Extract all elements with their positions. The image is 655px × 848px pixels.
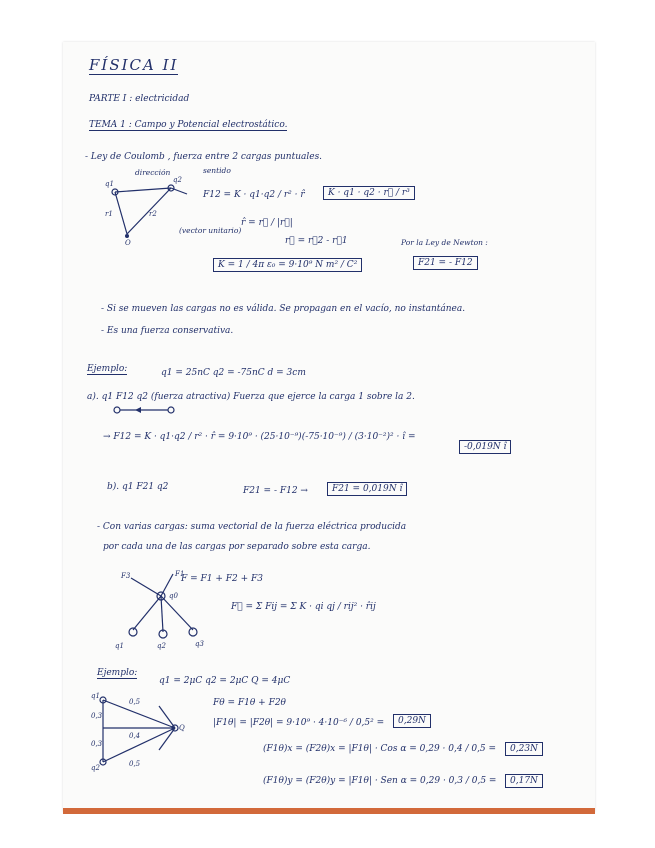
example2-x-component: (F1θ)x = (F2θ)x = |F1θ| · Cos α = 0,29 · 0,4 / 0,5 = [263, 744, 497, 754]
svg-text:Q: Q [179, 724, 185, 732]
svg-text:q2: q2 [157, 642, 166, 650]
example1-calc: → F12 = K · q1·q2 / r² · r̂ = 9·10⁹ · (25·10⁻⁹)(-75·10⁻⁹) / (3·10⁻²)² · î = [103, 432, 416, 442]
newton-formula: F21 = - F12 [413, 256, 478, 270]
svg-text:q1: q1 [115, 642, 124, 650]
several-formula: F⃗ = Σ Fij = Σ K · qi qj / rij² · r̂ij [231, 602, 376, 612]
svg-text:0,5: 0,5 [129, 698, 141, 706]
example1-b-calc: F21 = - F12 → [243, 486, 308, 496]
unit-vector-note: (vector unitario) [179, 226, 242, 235]
svg-text:q1: q1 [91, 692, 100, 700]
vector-r-line [115, 188, 171, 192]
svg-text:0,5: 0,5 [129, 760, 141, 768]
svg-text:r1: r1 [105, 210, 113, 218]
several-line1: - Con varias cargas: suma vectorial de la fuerza eléctrica producida [97, 522, 407, 532]
svg-text:q2: q2 [173, 176, 182, 184]
several-sum: F = F1 + F2 + F3 [181, 574, 263, 584]
origin-point [125, 234, 129, 238]
example2-data: q1 = 2μC q2 = 2μC Q = 4μC [159, 676, 291, 686]
several-line2: por cada una de las cargas por separado sobre esta carga. [103, 542, 371, 552]
topic-heading: TEMA 1 : Campo y Potencial electrostático. [89, 120, 288, 130]
page-edge-strip [63, 808, 595, 814]
force-formula-boxed: K · q1 · q2 · r⃗ / r³ [323, 186, 415, 200]
example2-heading: Ejemplo: [97, 668, 138, 678]
svg-text:q1: q1 [105, 180, 114, 188]
svg-text:q2: q2 [91, 764, 100, 772]
page-title: FÍSICA II [89, 56, 179, 74]
example2-magnitude: |F1θ| = |F2θ| = 9·10⁹ · 4·10⁻⁶ / 0,5² = [213, 718, 385, 728]
coulomb-heading: - Ley de Coulomb , fuerza entre 2 cargas puntuales. [85, 152, 323, 162]
k-constant: K = 1 / 4π ε₀ = 9·10⁹ N m² / C² [213, 258, 362, 272]
example1-data: q1 = 25nC q2 = -75nC d = 3cm [161, 368, 306, 378]
svg-text:0,3: 0,3 [91, 740, 103, 748]
vector-r1-line [115, 192, 127, 234]
svg-text:F3: F3 [121, 572, 131, 580]
example2-magnitude-result: 0,29N [393, 714, 431, 728]
example1-result: -0,019N î [459, 440, 511, 454]
svg-text:q3: q3 [195, 640, 204, 648]
svg-text:0,3: 0,3 [91, 712, 103, 720]
note-validity: - Si se mueven las cargas no es válida. Se propagan en el vacío, no instantánea. [101, 304, 466, 314]
newton-label: Por la Ley de Newton : [401, 238, 488, 247]
example2-vector-sum: Fθ = F1θ + F2θ [213, 698, 286, 708]
coulomb-diagram [103, 172, 193, 247]
example2-y-result: 0,17N [505, 774, 543, 788]
notebook-page [63, 42, 595, 812]
example2-diagram [89, 692, 189, 772]
example2-x-result: 0,23N [505, 742, 543, 756]
svg-text:q0: q0 [169, 592, 178, 600]
sense-label: sentido [203, 166, 231, 175]
r-vector-formula: r⃗ = r⃗2 - r⃗1 [285, 236, 348, 246]
unit-vector-formula: r̂ = r⃗ / |r⃗| [241, 218, 293, 228]
example1-part-a: a). q1 F12 q2 (fuerza atractiva) Fuerza que ejerce la carga 1 sobre la 2. [87, 392, 415, 402]
example1-heading: Ejemplo: [87, 364, 128, 374]
note-conservative: - Es una fuerza conservativa. [101, 326, 234, 336]
force-formula: F12 = K · q1·q2 / r² · r̂ [203, 190, 305, 200]
svg-text:F1: F1 [175, 570, 185, 578]
svg-text:O: O [125, 239, 131, 247]
example2-y-component: (F1θ)y = (F2θ)y = |F1θ| · Sen α = 0,29 · 0,3 / 0,5 = [263, 776, 497, 786]
force-arrow [171, 188, 187, 194]
part-heading: PARTE I : electricidad [89, 94, 190, 104]
svg-text:r2: r2 [149, 210, 157, 218]
example1-part-b: b). q1 F21 q2 [107, 482, 169, 492]
example1-diagram [111, 402, 181, 418]
example1-b-result: F21 = 0,019N î [327, 482, 407, 496]
direction-label: dirección [135, 168, 171, 177]
svg-text:0,4: 0,4 [129, 732, 141, 740]
